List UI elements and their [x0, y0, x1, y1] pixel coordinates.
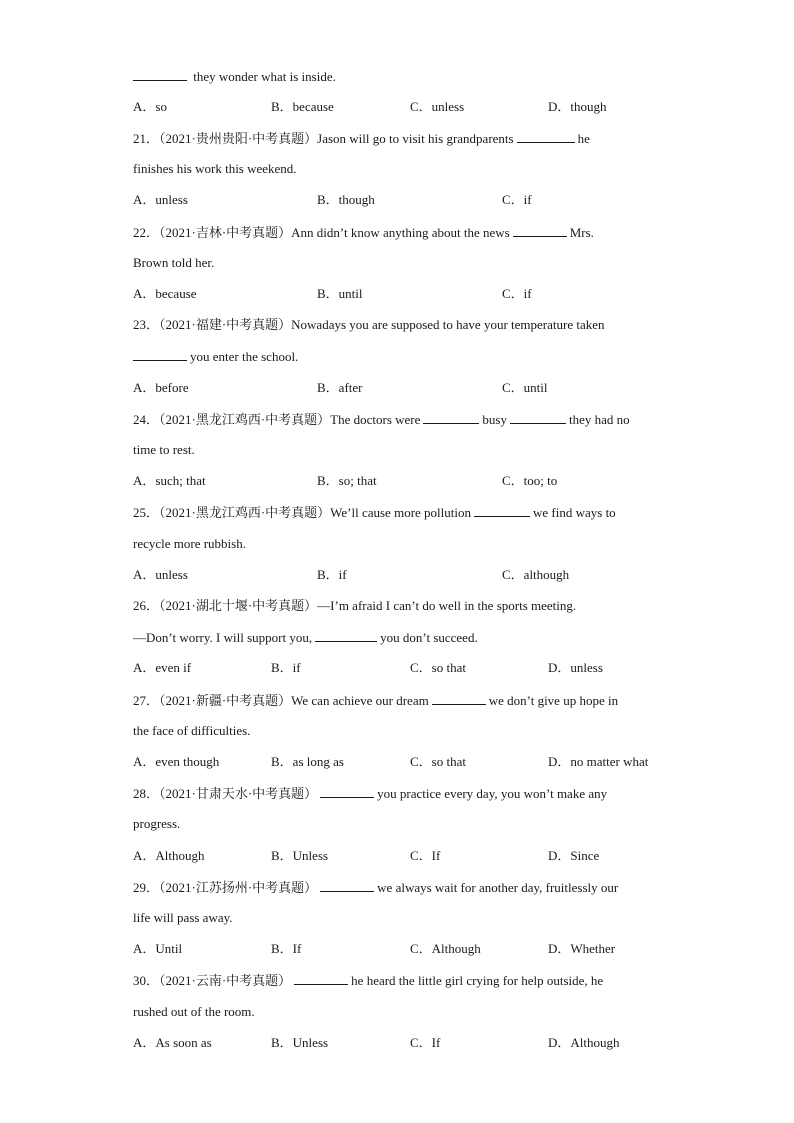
q29-option-d[interactable]: D．Whether	[548, 941, 616, 956]
q25-stem-line-2: recycle more rubbish.	[133, 536, 246, 551]
q25-option-b[interactable]: B．if	[317, 567, 347, 582]
answer-blank	[315, 629, 377, 642]
q24-option-a[interactable]: A．such; that	[133, 473, 206, 488]
q27-option-c[interactable]: C．so that	[410, 754, 466, 769]
q26-stem-line-2: —Don’t worry. I will support you, you don’t succeed.	[133, 630, 478, 645]
q29-option-a[interactable]: A．Until	[133, 941, 183, 956]
answer-blank	[294, 972, 348, 985]
q27-option-b[interactable]: B．as long as	[271, 754, 344, 769]
q27-stem-line-2: the face of difficulties.	[133, 723, 251, 738]
q23-option-c[interactable]: C．until	[502, 380, 548, 395]
q25-option-a[interactable]: A．unless	[133, 567, 188, 582]
q27-option-d[interactable]: D．no matter what	[548, 754, 649, 769]
q28-option-b[interactable]: B．Unless	[271, 848, 329, 863]
q28-stem-line-2: progress.	[133, 816, 181, 831]
q22-option-a[interactable]: A．because	[133, 286, 197, 301]
q26-option-b[interactable]: B．if	[271, 660, 301, 675]
q29-option-c[interactable]: C．Although	[410, 941, 481, 956]
q22-stem-line-2: Brown told her.	[133, 255, 215, 270]
q30-option-d[interactable]: D．Although	[548, 1035, 620, 1050]
q20-option-a[interactable]: A．so	[133, 99, 167, 114]
q30-stem-line-2: rushed out of the room.	[133, 1004, 255, 1019]
answer-blank	[510, 411, 566, 424]
q25-stem-line: 25．（2021·黑龙江鸡西·中考真题）We’ll cause more pollution we find ways to	[133, 505, 616, 520]
q26-option-d[interactable]: D．unless	[548, 660, 603, 675]
answer-blank	[133, 348, 187, 361]
answer-blank	[320, 879, 374, 892]
q24-stem-line-2: time to rest.	[133, 442, 195, 457]
q21-option-c[interactable]: C．if	[502, 192, 532, 207]
answer-blank	[513, 224, 567, 237]
q21-stem-line-2: finishes his work this weekend.	[133, 161, 297, 176]
q27-stem-line: 27．（2021·新疆·中考真题）We can achieve our dream we don’t give up hope in	[133, 693, 619, 708]
answer-blank	[432, 692, 486, 705]
q29-stem-line: 29．（2021·江苏扬州·中考真题） we always wait for another day, fruitlessly our	[133, 880, 619, 895]
q23-option-b[interactable]: B．after	[317, 380, 363, 395]
q21-option-a[interactable]: A．unless	[133, 192, 188, 207]
answer-blank	[517, 130, 575, 143]
q21-stem-line: 21．（2021·贵州贵阳·中考真题）Jason will go to visit his grandparents he	[133, 131, 590, 146]
q30-option-b[interactable]: B．Unless	[271, 1035, 329, 1050]
q29-option-b[interactable]: B．If	[271, 941, 302, 956]
q21-option-b[interactable]: B．though	[317, 192, 375, 207]
q26-option-c[interactable]: C．so that	[410, 660, 466, 675]
q28-option-c[interactable]: C．If	[410, 848, 441, 863]
answer-blank	[423, 411, 479, 424]
answer-blank	[320, 785, 374, 798]
q20-stem-line: they wonder what is inside.	[133, 68, 336, 85]
q22-stem-line: 22．（2021·吉林·中考真题）Ann didn’t know anything about the news Mrs.	[133, 225, 594, 240]
answer-blank	[474, 504, 530, 517]
q20-option-b[interactable]: B．because	[271, 99, 334, 114]
q29-stem-line-2: life will pass away.	[133, 910, 233, 925]
q23-option-a[interactable]: A．before	[133, 380, 189, 395]
q30-option-c[interactable]: C．If	[410, 1035, 441, 1050]
q23-stem-line: 23．（2021·福建·中考真题）Nowadays you are supposed to have your temperature taken	[133, 317, 605, 332]
q24-option-c[interactable]: C．too; to	[502, 473, 558, 488]
q26-option-a[interactable]: A．even if	[133, 660, 192, 675]
q22-option-c[interactable]: C．if	[502, 286, 532, 301]
q28-stem-line: 28．（2021·甘肃天水·中考真题） you practice every day, you won’t make any	[133, 786, 608, 801]
answer-blank	[133, 68, 187, 81]
q20-option-d[interactable]: D．though	[548, 99, 607, 114]
q27-option-a[interactable]: A．even though	[133, 754, 220, 769]
q28-option-a[interactable]: A．Although	[133, 848, 205, 863]
q23-stem-line-2: you enter the school.	[133, 348, 298, 365]
q26-stem-line: 26．（2021·湖北十堰·中考真题）—I’m afraid I can’t do well in the sports meeting.	[133, 598, 577, 613]
q25-option-c[interactable]: C．although	[502, 567, 570, 582]
q30-option-a[interactable]: A．As soon as	[133, 1035, 212, 1050]
q30-stem-line: 30．（2021·云南·中考真题） he heard the little girl crying for help outside, he	[133, 973, 604, 988]
q28-option-d[interactable]: D．Since	[548, 848, 600, 863]
q20-option-c[interactable]: C．unless	[410, 99, 465, 114]
q22-option-b[interactable]: B．until	[317, 286, 363, 301]
q24-option-b[interactable]: B．so; that	[317, 473, 377, 488]
q24-stem-line: 24．（2021·黑龙江鸡西·中考真题）The doctors were busy they had no	[133, 412, 630, 427]
